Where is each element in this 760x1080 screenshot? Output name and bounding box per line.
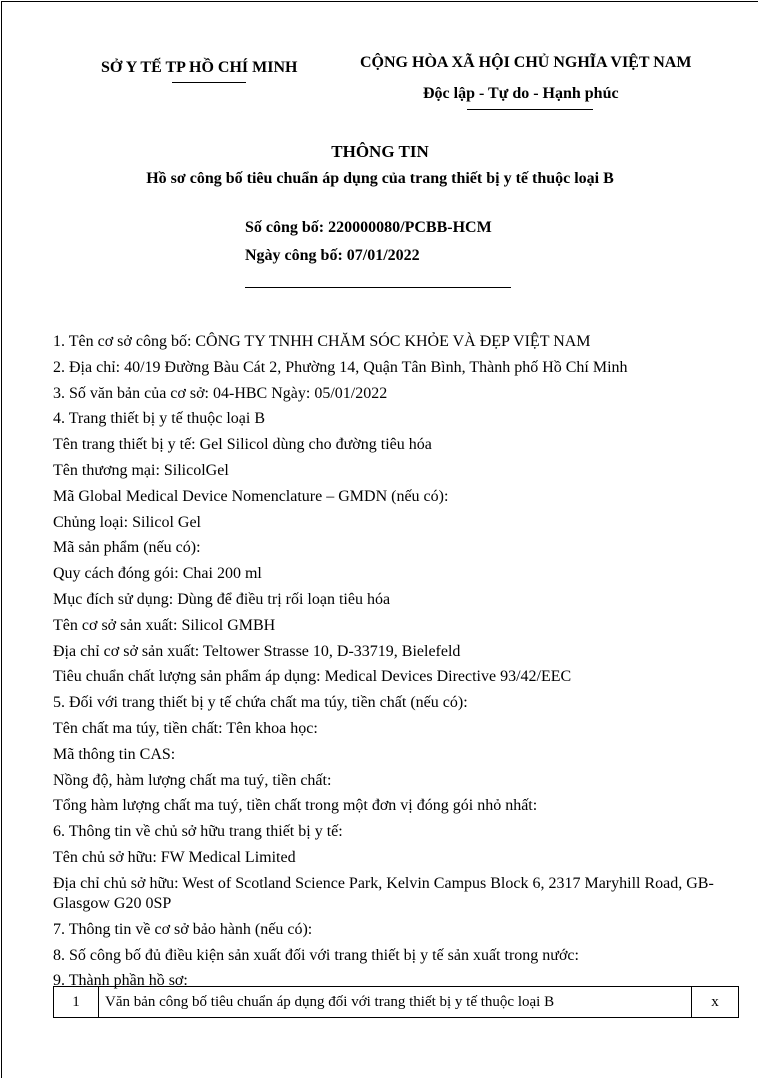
publication-number: Số công bố: 220000080/PCBB-HCM — [245, 219, 492, 236]
info-line: 4. Trang thiết bị y tế thuộc loại B — [53, 410, 265, 428]
info-line: Địa chỉ cơ sở sản xuất: Teltower Strasse 10, D-33719, Bielefeld — [53, 642, 461, 660]
info-line: Tên chất ma túy, tiền chất: Tên khoa học: — [53, 719, 318, 737]
info-line: Chủng loại: Silicol Gel — [53, 513, 201, 531]
motto-underline — [467, 109, 593, 110]
info-line: Mã sản phẩm (nếu có): — [53, 539, 201, 557]
info-line: 7. Thông tin về cơ sở bảo hành (nếu có): — [53, 920, 313, 938]
info-line: Tiêu chuẩn chất lượng sản phẩm áp dụng: Medical Devices Directive 93/42/EEC — [53, 668, 572, 686]
info-line: Địa chỉ chủ sở hữu: West of Scotland Science Park, Kelvin Campus Block 6, 2317 Maryhill Road, GB-Glasgow G20 0SP — [53, 874, 714, 912]
table-row — [54, 987, 739, 1018]
info-line: Tên trang thiết bị y tế: Gel Silicol dùng cho đường tiêu hóa — [53, 436, 432, 454]
info-line: 1. Tên cơ sở công bố: CÔNG TY TNHH CHĂM SÓC KHỎE VÀ ĐẸP VIỆT NAM — [53, 333, 591, 350]
national-motto: Độc lập - Tự do - Hạnh phúc — [423, 85, 619, 102]
info-line: 5. Đối với trang thiết bị y tế chứa chất ma túy, tiền chất (nếu có): — [53, 694, 468, 712]
info-line: Mã thông tin CAS: — [53, 745, 176, 763]
info-line: Quy cách đóng gói: Chai 200 ml — [53, 565, 262, 583]
info-line: Tên cơ sở sản xuất: Silicol GMBH — [53, 616, 276, 634]
info-line: 9. Thành phần hồ sơ: — [53, 972, 188, 990]
document-name: Văn bản công bố tiêu chuẩn áp dụng đối với trang thiết bị y tế thuộc loại B — [99, 987, 692, 1018]
info-line: 8. Số công bố đủ điều kiện sản xuất đối với trang thiết bị y tế sản xuất trong nước: — [53, 946, 579, 964]
info-line: 2. Địa chỉ: 40/19 Đường Bàu Cát 2, Phường 14, Quận Tân Bình, Thành phố Hồ Chí Minh — [53, 358, 628, 376]
documents-table — [53, 986, 739, 1018]
info-line: 6. Thông tin về chủ sở hữu trang thiết bị y tế: — [53, 823, 343, 841]
national-title: CỘNG HÒA XÃ HỘI CHỦ NGHĨA VIỆT NAM — [360, 54, 692, 71]
info-line: Tên thương mại: SilicolGel — [53, 461, 229, 479]
document-subheading: Hồ sơ công bố tiêu chuẩn áp dụng của trang thiết bị y tế thuộc loại B — [146, 170, 614, 187]
document-body — [53, 329, 743, 994]
agency-underline — [172, 82, 246, 83]
info-line: 3. Số văn bản của cơ sở: 04-HBC Ngày: 05/01/2022 — [53, 384, 388, 402]
info-line: Tổng hàm lượng chất ma tuý, tiền chất trong một đơn vị đóng gói nhỏ nhất: — [53, 797, 538, 815]
title-divider — [245, 287, 511, 288]
document-heading: THÔNG TIN — [331, 142, 429, 161]
publication-date: Ngày công bố: 07/01/2022 — [245, 247, 420, 264]
issuing-agency: SỞ Y TẾ TP HỒ CHÍ MINH — [101, 59, 298, 76]
info-line: Mã Global Medical Device Nomenclature – GMDN (nếu có): — [53, 487, 449, 505]
info-line: Mục đích sử dụng: Dùng để điều trị rối loạn tiêu hóa — [53, 590, 391, 608]
row-index: 1 — [54, 987, 99, 1018]
info-line: Tên chủ sở hữu: FW Medical Limited — [53, 848, 296, 866]
info-line: Nồng độ, hàm lượng chất ma tuý, tiền chất: — [53, 771, 332, 789]
included-mark: x — [692, 987, 739, 1018]
